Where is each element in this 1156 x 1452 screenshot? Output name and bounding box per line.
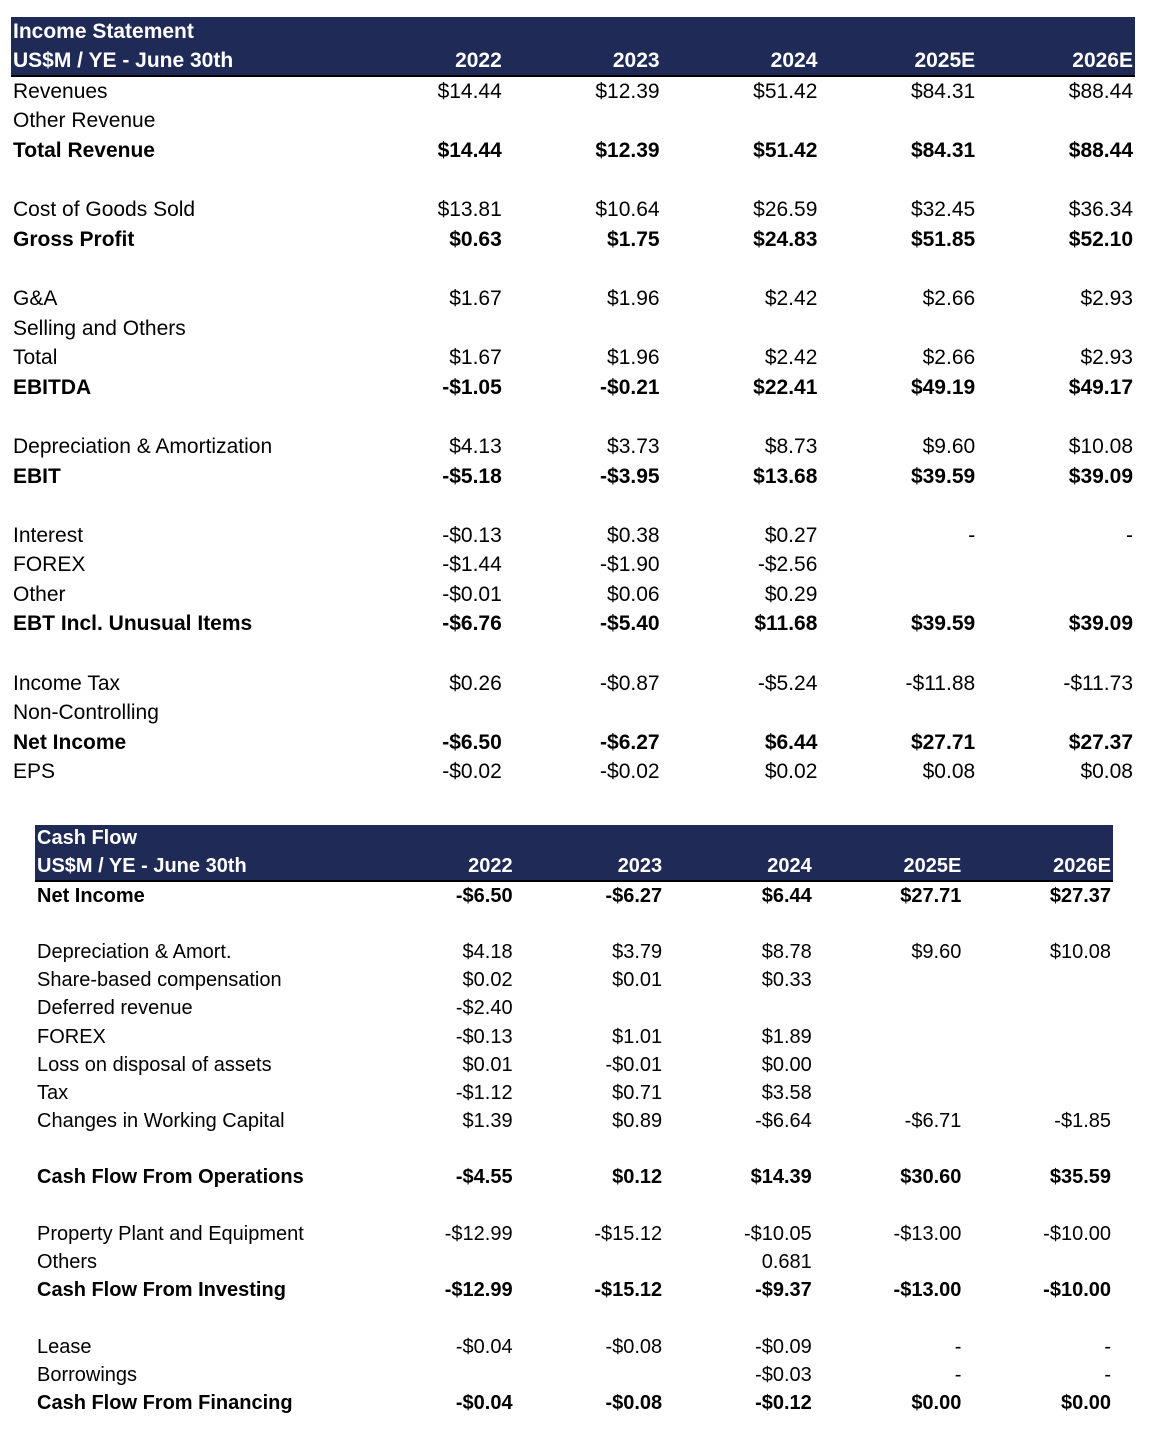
value-cell: $8.73 <box>764 434 818 458</box>
income-statement-rows <box>11 76 1135 787</box>
value-cell: $0.08 <box>1080 760 1133 784</box>
value-cell <box>963 995 1113 1023</box>
row-label: Depreciation & Amortization <box>13 434 273 458</box>
value-cell: -$9.37 <box>755 1279 812 1302</box>
value-cell <box>346 107 504 137</box>
value-cell: -$1.44 <box>442 553 502 577</box>
value-cell: $0.06 <box>607 582 660 606</box>
row-label: FOREX <box>13 553 86 577</box>
value-cell: $36.34 <box>1068 198 1133 222</box>
value-cell: $0.71 <box>612 1081 663 1104</box>
value-cell: -$2.56 <box>757 553 818 577</box>
value-cell: $13.68 <box>753 464 818 488</box>
value-cell: 0.681 <box>761 1251 812 1274</box>
value-cell: $0.02 <box>462 969 513 992</box>
value-cell: $88.44 <box>1068 79 1133 103</box>
value-cell: $30.60 <box>900 1166 962 1189</box>
value-cell: $1.96 <box>607 346 660 370</box>
table-row <box>35 1220 1113 1248</box>
value-cell <box>504 698 662 728</box>
value-cell: -$0.08 <box>605 1335 663 1358</box>
spacer-row <box>11 639 1135 669</box>
value-cell: $0.08 <box>922 760 976 784</box>
value-cell: $39.09 <box>1068 612 1133 636</box>
value-cell: $2.93 <box>1080 346 1133 370</box>
spacer-cell <box>11 255 1135 285</box>
value-cell: -$1.05 <box>442 375 502 399</box>
table-row <box>35 1248 1113 1276</box>
year-header: 2026E <box>977 46 1135 76</box>
value-cell: $10.08 <box>1068 434 1133 458</box>
value-cell: $49.17 <box>1068 375 1133 399</box>
income-statement-table <box>11 17 1135 787</box>
value-cell: -$11.73 <box>1063 671 1133 695</box>
row-label: Depreciation & Amort. <box>37 940 232 963</box>
value-cell <box>662 698 820 728</box>
value-cell: $1.67 <box>449 286 502 310</box>
row-label: Changes in Working Capital <box>37 1110 285 1133</box>
table-row <box>11 107 1135 137</box>
value-cell: -$15.12 <box>594 1279 663 1302</box>
value-cell: $10.08 <box>1049 940 1112 963</box>
value-cell: -$1.85 <box>1054 1110 1112 1133</box>
value-cell: $3.58 <box>761 1081 812 1104</box>
table-row <box>11 551 1135 581</box>
year-header: 2024 <box>664 853 814 882</box>
table-row <box>35 995 1113 1023</box>
value-cell: -$0.02 <box>442 760 502 784</box>
value-cell <box>977 314 1135 344</box>
value-cell: $0.00 <box>761 1053 812 1076</box>
value-cell <box>814 1079 964 1107</box>
row-label: Selling and Others <box>13 316 186 340</box>
year-header: 2026E <box>963 853 1113 882</box>
spacer-row <box>11 491 1135 521</box>
value-cell <box>814 1051 964 1079</box>
value-cell <box>963 1079 1113 1107</box>
row-label: Tax <box>37 1081 69 1104</box>
value-cell: $0.01 <box>462 1053 513 1076</box>
value-cell: $84.31 <box>910 138 976 162</box>
value-cell <box>819 107 977 137</box>
year-header: 2023 <box>504 46 662 76</box>
spacer-cell <box>35 1305 1113 1333</box>
value-cell: -$10.05 <box>743 1222 812 1245</box>
value-cell: $0.00 <box>1060 1391 1112 1414</box>
value-cell: $27.37 <box>1068 730 1133 754</box>
value-cell: -$5.24 <box>757 671 818 695</box>
value-cell: -$6.64 <box>755 1110 812 1133</box>
value-cell: -$12.99 <box>444 1222 513 1245</box>
value-cell: -$11.88 <box>905 671 976 695</box>
value-cell: $4.13 <box>449 434 502 458</box>
value-cell: -$10.00 <box>1043 1279 1112 1302</box>
value-cell: $32.45 <box>910 198 976 222</box>
value-cell: $0.89 <box>612 1110 663 1133</box>
row-label: EBIT <box>13 464 61 488</box>
table-row <box>35 1277 1113 1305</box>
value-cell: $39.59 <box>910 612 976 636</box>
row-label: G&A <box>13 286 58 310</box>
value-cell: -$0.04 <box>455 1391 513 1414</box>
value-cell: $0.33 <box>761 969 812 992</box>
spacer-row <box>11 166 1135 196</box>
value-cell <box>977 698 1135 728</box>
year-header: 2022 <box>365 853 515 882</box>
value-cell: $12.39 <box>595 79 660 103</box>
value-cell: -$6.76 <box>442 612 502 636</box>
row-label: Other Revenue <box>13 109 156 133</box>
value-cell: $27.37 <box>1049 884 1112 907</box>
value-cell: -$12.99 <box>444 1279 513 1302</box>
value-cell: -$0.12 <box>755 1391 812 1414</box>
value-cell: $1.01 <box>612 1025 663 1048</box>
spacer-cell <box>11 166 1135 196</box>
value-cell: $88.44 <box>1068 138 1133 162</box>
spacer-cell <box>35 1192 1113 1220</box>
row-label: Total Revenue <box>13 138 155 162</box>
value-cell: $35.59 <box>1049 1166 1112 1189</box>
value-cell <box>504 314 662 344</box>
spacer-cell <box>11 639 1135 669</box>
value-cell: $6.44 <box>761 884 812 907</box>
value-cell <box>814 995 964 1023</box>
value-cell <box>977 580 1135 610</box>
value-cell: $3.73 <box>607 434 660 458</box>
table-row <box>11 669 1135 699</box>
value-cell: $27.71 <box>910 730 976 754</box>
spacer-cell <box>35 1136 1113 1164</box>
value-cell: - <box>1104 1363 1112 1386</box>
value-cell: $51.85 <box>910 227 976 251</box>
cash-flow-rows <box>35 881 1113 1418</box>
table-row <box>11 698 1135 728</box>
row-label: Deferred revenue <box>37 997 193 1020</box>
row-label: Total <box>13 346 58 370</box>
table-row <box>35 938 1113 966</box>
value-cell: $0.01 <box>612 969 663 992</box>
value-cell: -$2.40 <box>455 997 513 1020</box>
value-cell <box>346 698 504 728</box>
value-cell: - <box>1126 523 1133 547</box>
table-row <box>11 610 1135 640</box>
table-row <box>35 1023 1113 1051</box>
value-cell <box>963 1051 1113 1079</box>
value-cell: -$5.40 <box>600 612 660 636</box>
value-cell <box>365 1361 515 1389</box>
value-cell: $2.93 <box>1080 286 1133 310</box>
table-row <box>11 758 1135 788</box>
value-cell: $13.81 <box>437 198 502 222</box>
value-cell <box>977 107 1135 137</box>
value-cell <box>515 995 665 1023</box>
income-statement <box>11 17 1135 787</box>
value-cell: -$0.02 <box>600 760 660 784</box>
value-cell <box>963 1248 1113 1276</box>
header-row-years <box>11 46 1135 76</box>
table-row <box>11 373 1135 403</box>
value-cell: -$13.00 <box>893 1222 962 1245</box>
value-cell: $2.66 <box>922 346 976 370</box>
income-statement-subtitle: US$M / YE - June 30th <box>11 46 346 76</box>
table-row <box>11 432 1135 462</box>
value-cell: $2.66 <box>922 286 976 310</box>
value-cell: $11.68 <box>754 612 818 636</box>
table-row <box>35 967 1113 995</box>
value-cell: $0.02 <box>764 760 818 784</box>
row-label: EBITDA <box>13 375 92 399</box>
year-header: 2025E <box>814 853 964 882</box>
value-cell <box>819 551 977 581</box>
value-cell: -$0.09 <box>755 1335 812 1358</box>
value-cell: -$0.01 <box>442 582 502 606</box>
value-cell: -$3.95 <box>600 464 660 488</box>
table-row <box>11 580 1135 610</box>
value-cell: $3.79 <box>612 940 663 963</box>
row-label: Other <box>13 582 66 606</box>
value-cell: $0.12 <box>612 1166 663 1189</box>
value-cell: $2.42 <box>764 286 818 310</box>
table-row <box>35 1108 1113 1136</box>
value-cell: $8.78 <box>761 940 812 963</box>
value-cell: -$0.03 <box>755 1363 812 1386</box>
value-cell: $1.39 <box>462 1110 513 1133</box>
year-header: 2022 <box>346 46 504 76</box>
value-cell <box>346 314 504 344</box>
value-cell: - <box>954 1363 962 1386</box>
cash-flow-statement <box>35 825 1113 1418</box>
value-cell <box>515 1248 665 1276</box>
table-row <box>11 76 1135 107</box>
cash-flow-title: Cash Flow <box>35 825 1113 853</box>
value-cell: -$4.55 <box>455 1166 513 1189</box>
row-label: Cash Flow From Investing <box>37 1279 286 1302</box>
value-cell: $27.71 <box>900 884 962 907</box>
spacer-cell <box>35 910 1113 938</box>
row-label: FOREX <box>37 1025 106 1048</box>
row-label: Net Income <box>37 884 145 907</box>
header-row-title <box>35 825 1113 853</box>
value-cell: $9.60 <box>922 434 976 458</box>
value-cell: - <box>954 1335 962 1358</box>
row-label: Loss on disposal of assets <box>37 1053 272 1076</box>
value-cell: -$6.50 <box>442 730 502 754</box>
value-cell <box>819 314 977 344</box>
value-cell <box>662 107 820 137</box>
value-cell: -$15.12 <box>594 1222 663 1245</box>
row-label: Cash Flow From Financing <box>37 1391 293 1414</box>
value-cell: $52.10 <box>1068 227 1133 251</box>
row-label: Borrowings <box>37 1363 138 1386</box>
value-cell: $14.39 <box>750 1166 812 1189</box>
value-cell: $49.19 <box>910 375 976 399</box>
value-cell <box>365 1248 515 1276</box>
row-label: Non-Controlling <box>13 701 159 725</box>
row-label: Net Income <box>13 730 127 754</box>
value-cell: -$1.90 <box>600 553 660 577</box>
table-row <box>11 728 1135 758</box>
year-header: 2023 <box>515 853 665 882</box>
header-row-title <box>11 17 1135 46</box>
value-cell: $0.38 <box>607 523 660 547</box>
value-cell: -$0.01 <box>605 1053 663 1076</box>
value-cell <box>664 995 814 1023</box>
table-row <box>11 343 1135 373</box>
value-cell <box>963 1023 1113 1051</box>
spacer-row <box>35 910 1113 938</box>
header-row-years <box>35 853 1113 882</box>
value-cell: $1.75 <box>607 227 660 251</box>
value-cell: -$0.21 <box>600 375 660 399</box>
value-cell <box>814 1023 964 1051</box>
value-cell: $4.18 <box>462 940 513 963</box>
value-cell <box>819 580 977 610</box>
year-header: 2025E <box>819 46 977 76</box>
value-cell: $39.59 <box>910 464 976 488</box>
table-row <box>35 1164 1113 1192</box>
value-cell: -$6.71 <box>904 1110 962 1133</box>
spacer-row <box>35 1136 1113 1164</box>
row-label: Gross Profit <box>13 227 135 251</box>
row-label: Lease <box>37 1335 92 1358</box>
value-cell: $0.26 <box>449 671 502 695</box>
value-cell: $1.67 <box>449 346 502 370</box>
table-row <box>35 1079 1113 1107</box>
value-cell: $14.44 <box>437 138 502 162</box>
table-row <box>11 136 1135 166</box>
income-statement-title: Income Statement <box>11 17 1135 46</box>
spacer-row <box>11 255 1135 285</box>
row-label: EPS <box>13 760 56 784</box>
cash-flow-table <box>35 825 1113 1418</box>
table-row <box>35 1389 1113 1417</box>
row-label: Others <box>37 1251 98 1274</box>
value-cell: $9.60 <box>911 940 962 963</box>
year-header: 2024 <box>662 46 820 76</box>
table-row <box>11 195 1135 225</box>
table-row <box>11 521 1135 551</box>
value-cell: $14.44 <box>437 79 502 103</box>
table-row <box>35 1333 1113 1361</box>
value-cell <box>814 967 964 995</box>
table-row <box>11 225 1135 255</box>
value-cell <box>963 967 1113 995</box>
value-cell: $39.09 <box>1068 464 1133 488</box>
value-cell <box>515 1361 665 1389</box>
value-cell: -$0.04 <box>455 1335 513 1358</box>
row-label: Share-based compensation <box>37 969 282 992</box>
table-row <box>35 1051 1113 1079</box>
value-cell: -$0.13 <box>455 1025 513 1048</box>
value-cell: $0.27 <box>764 523 818 547</box>
value-cell: $0.29 <box>764 582 818 606</box>
value-cell: $12.39 <box>595 138 660 162</box>
spacer-row <box>35 1192 1113 1220</box>
value-cell: $24.83 <box>753 227 818 251</box>
spacer-row <box>11 403 1135 433</box>
spacer-cell <box>11 403 1135 433</box>
row-label: Property Plant and Equipment <box>37 1222 304 1245</box>
spacer-row <box>35 1305 1113 1333</box>
row-label: Revenues <box>13 79 108 103</box>
value-cell: -$13.00 <box>893 1279 962 1302</box>
value-cell: - <box>968 523 976 547</box>
value-cell: $26.59 <box>753 198 818 222</box>
table-row <box>35 881 1113 910</box>
value-cell: $84.31 <box>910 79 976 103</box>
value-cell: $22.41 <box>753 375 818 399</box>
value-cell <box>662 314 820 344</box>
table-row <box>11 314 1135 344</box>
value-cell: $51.42 <box>753 79 818 103</box>
value-cell: -$10.00 <box>1043 1222 1112 1245</box>
value-cell <box>814 1248 964 1276</box>
value-cell: $51.42 <box>753 138 818 162</box>
row-label: EBT Incl. Unusual Items <box>13 612 253 636</box>
value-cell: -$6.27 <box>605 884 663 907</box>
value-cell: $0.00 <box>911 1391 962 1414</box>
row-label: Cost of Goods Sold <box>13 198 196 222</box>
value-cell: $6.44 <box>764 730 818 754</box>
value-cell: -$0.13 <box>442 523 502 547</box>
value-cell: -$6.50 <box>455 884 513 907</box>
value-cell: -$0.87 <box>600 671 660 695</box>
row-label: Cash Flow From Operations <box>37 1166 304 1189</box>
table-row <box>11 284 1135 314</box>
value-cell <box>977 551 1135 581</box>
value-cell: -$5.18 <box>442 464 502 488</box>
row-label: Income Tax <box>13 671 120 695</box>
value-cell: $1.89 <box>761 1025 812 1048</box>
value-cell: -$6.27 <box>600 730 660 754</box>
spacer-cell <box>11 491 1135 521</box>
value-cell: -$1.12 <box>455 1081 513 1104</box>
table-row <box>11 462 1135 492</box>
value-cell: -$0.08 <box>605 1391 663 1414</box>
value-cell: - <box>1104 1335 1112 1358</box>
cash-flow-subtitle: US$M / YE - June 30th <box>35 853 365 882</box>
table-row <box>35 1361 1113 1389</box>
row-label: Interest <box>13 523 84 547</box>
value-cell: $2.42 <box>764 346 818 370</box>
value-cell: $1.96 <box>607 286 660 310</box>
value-cell: $0.63 <box>449 227 502 251</box>
value-cell: $10.64 <box>595 198 660 222</box>
value-cell <box>504 107 662 137</box>
value-cell <box>819 698 977 728</box>
